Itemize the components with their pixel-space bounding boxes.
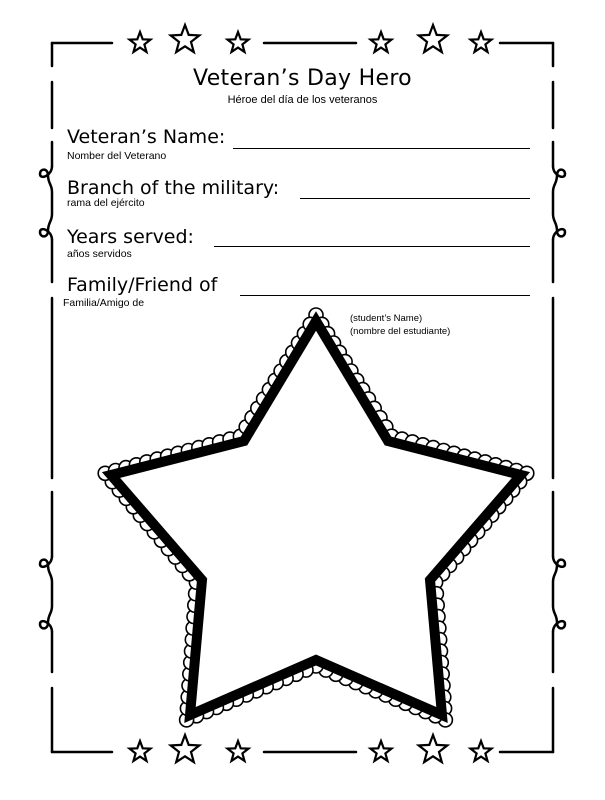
branch-translation: rama del ejército <box>67 197 145 209</box>
page-title: Veteran’s Day Hero <box>193 66 412 91</box>
swirl-ornament <box>40 166 52 240</box>
star-outline-icon <box>171 25 200 52</box>
star-outline-icon <box>419 25 448 52</box>
family-friend-label: Family/Friend of <box>67 274 218 296</box>
big-star-shape <box>111 321 521 715</box>
student-name-note-translation: (nombre del estudiante) <box>350 326 451 337</box>
big-star-outline <box>98 308 534 727</box>
branch-label: Branch of the military: <box>67 177 280 199</box>
star-outline-icon <box>130 741 151 761</box>
swirl-ornament <box>553 556 565 632</box>
years-served-label: Years served: <box>67 226 194 248</box>
student-name-note: (student’s Name) <box>350 313 423 324</box>
veteran-name-translation: Nomber del Veterano <box>67 150 167 162</box>
swirl-ornament <box>553 166 565 240</box>
veteran-name-label: Veteran’s Name: <box>67 126 226 148</box>
star-outline-icon <box>228 32 249 52</box>
star-outline-icon <box>371 741 392 761</box>
star-outline-icon <box>228 741 249 761</box>
star-outline-icon <box>130 32 151 52</box>
star-outline-icon <box>371 32 392 52</box>
star-outline-icon <box>471 741 492 761</box>
years-served-translation: años servidos <box>67 248 132 260</box>
star-outline-icon <box>471 32 492 52</box>
family-friend-translation: Familia/Amigo de <box>63 297 145 309</box>
star-outline-icon <box>171 735 200 762</box>
branch-line[interactable] <box>300 198 530 199</box>
star-outline-icon <box>419 735 448 762</box>
page-subtitle: Héroe del día de los veteranos <box>227 94 378 106</box>
veteran-name-line[interactable] <box>233 148 530 149</box>
swirl-ornament <box>40 556 52 632</box>
family-friend-line[interactable] <box>240 295 530 296</box>
years-served-line[interactable] <box>214 246 530 247</box>
